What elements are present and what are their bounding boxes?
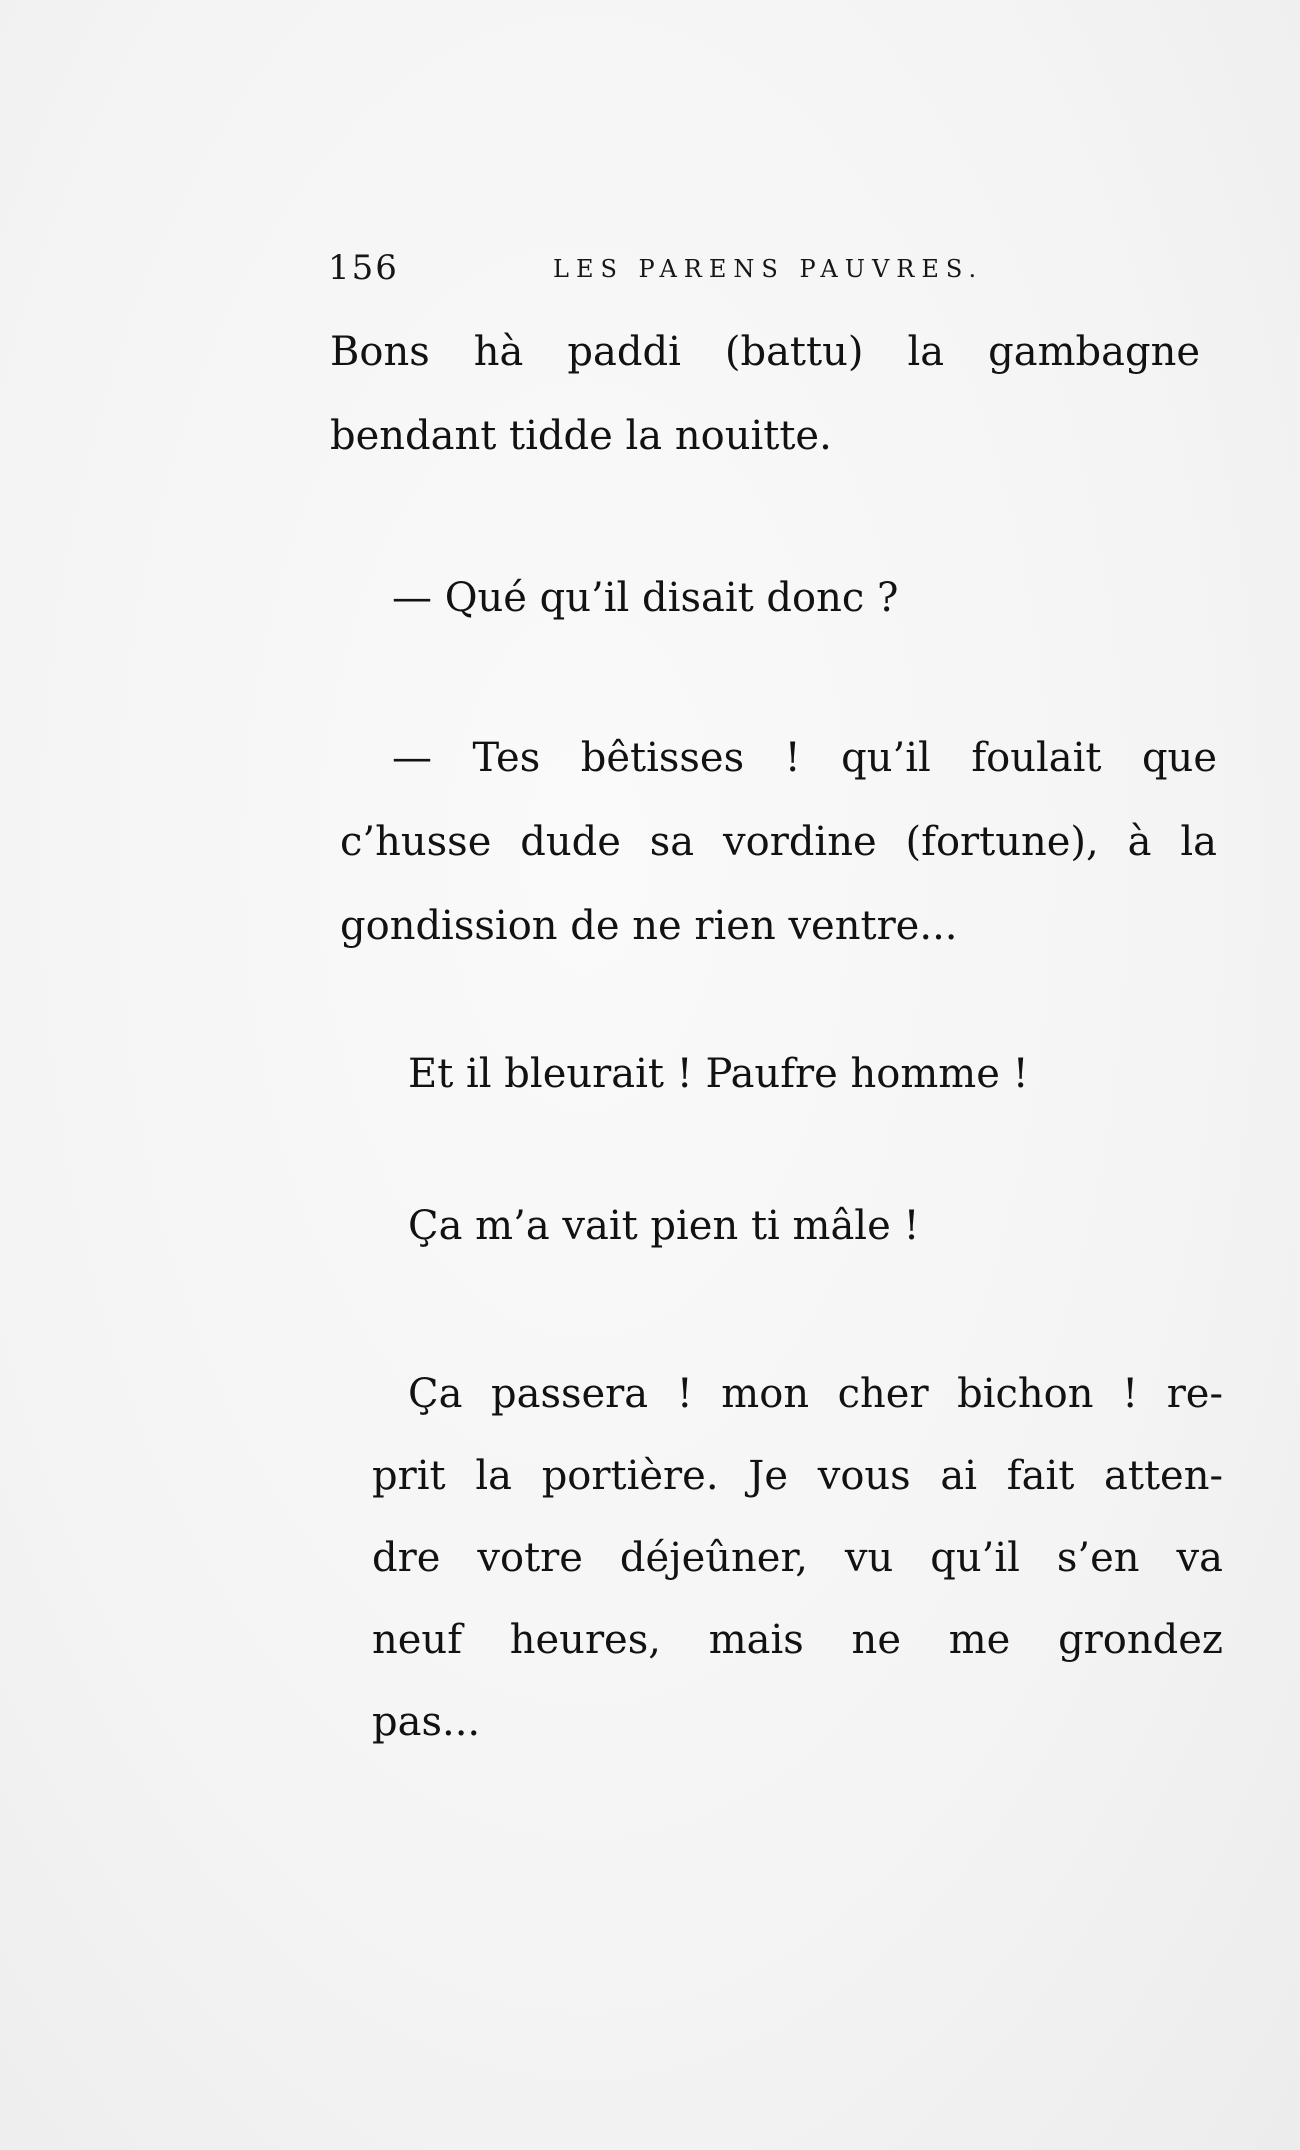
text-line: — Qué qu’il disait donc ? — [392, 575, 899, 621]
running-title: LES PARENS PAUVRES. — [553, 255, 984, 283]
text-line: Et il bleurait ! Paufre homme ! — [408, 1051, 1029, 1097]
text-line: — Tes bêtisses ! qu’il foulait que — [392, 735, 1217, 781]
text-line: dre votre déjeûner, vu qu’il s’en va — [372, 1535, 1223, 1581]
text-line: neuf heures, mais ne me grondez — [372, 1617, 1223, 1663]
text-line: Ça passera ! mon cher bichon ! re- — [408, 1371, 1223, 1417]
text-line: bendant tidde la nouitte. — [330, 413, 832, 459]
text-line: Ça m’a vait pien ti mâle ! — [408, 1203, 920, 1249]
text-line: prit la portière. Je vous ai fait atten- — [372, 1453, 1223, 1499]
text-line: gondission de ne rien ventre... — [340, 903, 958, 949]
page-header — [328, 248, 1028, 288]
text-line: Bons hà paddi (battu) la gambagne — [330, 329, 1200, 375]
page-number: 156 — [328, 248, 399, 288]
text-line: pas... — [372, 1699, 481, 1745]
text-line: c’husse dude sa vordine (fortune), à la — [340, 819, 1217, 865]
